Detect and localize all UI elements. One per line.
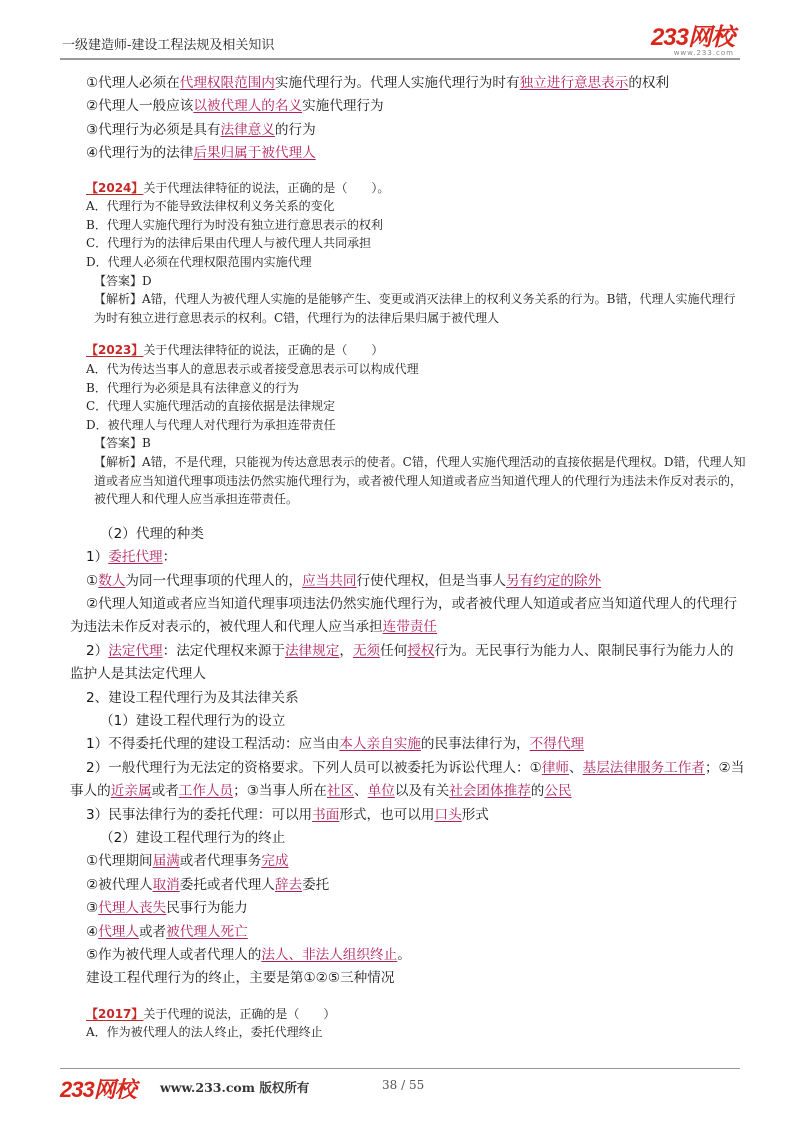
text-run: 2） <box>86 642 109 659</box>
key-term: 后果归属于被代理人 <box>193 145 316 162</box>
paragraph <box>86 710 746 733</box>
question-year: 【2024】 <box>86 180 144 195</box>
key-term: 社会团体推荐 <box>449 783 531 800</box>
key-term: 公民 <box>544 783 572 800</box>
paragraph <box>86 897 746 920</box>
text-run: ；②当事人的 <box>70 759 745 800</box>
text-run: （1）建设工程代理行为的设立 <box>100 712 286 729</box>
text-run: 形式，也可以用 <box>339 806 435 823</box>
question-stem: 【2023】关于代理法律特征的说法，正确的是（ ） <box>86 343 384 358</box>
intro-list <box>86 72 746 166</box>
answer: 【答案】B <box>94 436 151 451</box>
paragraph <box>70 593 746 640</box>
paragraph <box>86 967 746 990</box>
text-run: ， <box>339 642 353 659</box>
paragraph <box>86 874 746 897</box>
key-term: 法定代理 <box>108 642 163 659</box>
key-term: 法律意义 <box>220 121 275 138</box>
text-run: 实施代理行为。代理人实施代理行为时有 <box>274 75 520 91</box>
logo-wordmark: 233网校 <box>650 24 734 51</box>
text-run: 或者代理事务 <box>179 853 262 870</box>
text-run: 为同一代理事项的代理人的， <box>125 572 303 589</box>
key-term: 法人、非法人组织终止 <box>261 947 398 964</box>
key-term: 律师 <box>541 759 570 776</box>
text-run: 1） <box>86 549 109 566</box>
footer-divider <box>60 1068 740 1069</box>
paragraph <box>70 757 746 804</box>
footer-copyright: www.233.com 版权所有 <box>160 1080 310 1095</box>
question-2017 <box>86 1005 746 1042</box>
text-run: 委托或者代理人 <box>179 876 275 893</box>
paragraph <box>86 733 746 756</box>
paragraph <box>86 687 746 710</box>
option-c: C．代理人实施代理活动的直接依据是法律规定 <box>86 399 336 414</box>
paragraph <box>86 921 746 944</box>
body-section <box>70 523 746 991</box>
option-d: D．代理人必须在代理权限范围内实施代理 <box>86 255 312 269</box>
text-run: ① <box>86 572 99 589</box>
paragraph <box>86 142 746 165</box>
key-term: 以被代理人的名义 <box>193 98 303 115</box>
text-run: ⑤作为被代理人或者代理人的 <box>86 947 262 964</box>
text-run: ；③当事人所在 <box>233 783 327 800</box>
text-run: 的行为 <box>274 121 316 138</box>
text-run: ①代理人必须在 <box>86 75 180 91</box>
text-run: 或者 <box>151 783 179 800</box>
question-year: 【2017】 <box>86 1006 144 1021</box>
text-run: 2）一般代理行为无法定的资格要求。下列人员可以被委托为诉讼代理人：① <box>86 759 542 776</box>
text-run: 、 <box>569 759 583 776</box>
key-term: 基层法律服务工作者 <box>582 759 705 776</box>
text-run: ： <box>162 549 177 566</box>
key-term: 完成 <box>261 853 289 870</box>
text-run: 实施代理行为 <box>302 98 384 115</box>
key-term: 应当共同 <box>302 572 357 589</box>
key-term: 代理权限范围内 <box>179 75 275 91</box>
text-run: 。 <box>397 947 411 964</box>
key-term: 无须 <box>352 642 381 659</box>
paragraph <box>86 523 746 546</box>
question-stem: 【2024】关于代理法律特征的说法，正确的是（ ）。 <box>86 180 390 195</box>
text-run: ②被代理人 <box>86 876 153 893</box>
text-run: 形式 <box>461 806 489 823</box>
document-title: 一级建造师-建设工程法规及相关知识 <box>62 38 275 53</box>
brand-logo <box>651 26 734 57</box>
key-term: 委托代理 <box>108 549 163 566</box>
key-term: 代理人 <box>98 923 139 940</box>
key-term: 辞去 <box>274 876 303 893</box>
text-run: 以及有关 <box>394 783 450 800</box>
key-term: 独立进行意思表示 <box>519 75 629 91</box>
text-run: 委托 <box>302 876 330 893</box>
text-run: 民事行为能力 <box>166 900 248 917</box>
text-run: ④代理行为的法律 <box>86 145 194 162</box>
text-run: 或者 <box>138 923 167 940</box>
text-run: 建设工程代理行为的终止，主要是第①②⑤三种情况 <box>86 970 395 987</box>
paragraph <box>86 804 746 827</box>
logo-url: www.233.com <box>673 49 734 57</box>
text-run: （2）代理的种类 <box>100 525 204 542</box>
paragraph <box>86 72 746 95</box>
key-term: 届满 <box>152 853 180 870</box>
page-content <box>70 72 746 1042</box>
key-term: 代理人丧失 <box>98 900 167 917</box>
text-run: 行为。无民事行为能力人、限制民事行为能力人的监护人是其法定代理人 <box>70 642 734 683</box>
key-term: 社区 <box>326 783 355 800</box>
page-number: 38 / 55 <box>382 1078 425 1092</box>
option-d: D．被代理人与代理人对代理行为承担连带责任 <box>86 417 336 432</box>
answer: 【答案】D <box>94 273 152 288</box>
text-run: 2、建设工程代理行为及其法律关系 <box>86 689 299 706</box>
text-run: ①代理期间 <box>86 853 153 870</box>
text-run: 的权利 <box>628 75 670 91</box>
text-run: 3）民事法律行为的委托代理：可以用 <box>86 806 313 823</box>
text-run: 的 <box>530 783 545 800</box>
text-run: 行使代理权，但是当事人 <box>356 572 506 589</box>
key-term: 近亲属 <box>110 783 152 800</box>
option-a: A．作为被代理人的法人终止，委托代理终止 <box>86 1025 323 1040</box>
key-term: 连带责任 <box>382 619 438 636</box>
paragraph <box>86 546 746 569</box>
option-b: B．代理人实施代理行为时没有独立进行意思表示的权利 <box>86 217 383 232</box>
paragraph <box>86 95 746 118</box>
key-term: 书面 <box>312 806 340 823</box>
text-run: ②代理人一般应该 <box>86 98 194 115</box>
key-term: 授权 <box>407 642 435 659</box>
paragraph <box>86 827 746 850</box>
key-term: 本人亲自实施 <box>339 736 421 753</box>
text-run: ③ <box>86 900 99 917</box>
paragraph <box>70 640 746 687</box>
key-term: 工作人员 <box>178 783 234 800</box>
question-stem: 【2017】关于代理的说法，正确的是（ ） <box>86 1006 336 1021</box>
key-term: 单位 <box>367 783 395 800</box>
analysis: 【解析】A错，代理人为被代理人实施的是能够产生、变更或消灭法律上的权利义务关系的行为。B错，代理人实施代理行为时有独立进行意思表示的权利。C错，代理行为的法律后果归属于被代理人 <box>94 292 736 325</box>
key-term: 取消 <box>152 876 180 893</box>
text-run: ②代理人知道或者应当知道代理事项违法仍然实施代理行为，或者被代理人知道或者应当知道代理人的代理行为违法未作反对表示的，被代理人和代理人应当承担 <box>70 595 738 636</box>
question-year: 【2023】 <box>86 343 144 358</box>
text-run: （2）建设工程代理行为的终止 <box>100 830 286 846</box>
text-run: 任何 <box>380 642 408 659</box>
header-divider <box>60 58 740 60</box>
text-run: 1）不得委托代理的建设工程活动：应当由 <box>86 736 340 753</box>
question-2024 <box>86 179 746 328</box>
key-term: 另有约定的除外 <box>506 572 602 589</box>
paragraph <box>86 944 746 967</box>
paragraph <box>86 850 746 873</box>
text-run: ③代理行为必须是具有 <box>86 121 221 138</box>
option-b: B．代理行为必须是具有法律意义的行为 <box>86 380 299 395</box>
key-term: 数人 <box>98 572 126 589</box>
footer-logo: 233网校 <box>60 1077 136 1102</box>
question-2023 <box>86 341 746 508</box>
paragraph <box>86 119 746 142</box>
text-run: 的民事法律行为， <box>420 736 530 753</box>
option-a: A．代理行为不能导致法律权利义务关系的变化 <box>86 199 335 214</box>
analysis: 【解析】A错，不是代理，只能视为传达意思表示的使者。C错，代理人实施代理活动的直接依据是代理权。D错，代理人知道或者应当知道代理事项违法仍然实施代理行为，或者被代理人知道或者应当知道代理人的代理行为违法未作反对表示的，被代理人和代理人应当承担连带责任。 <box>94 454 746 507</box>
text-run: ④ <box>86 923 99 940</box>
text-run: ：法定代理权来源于 <box>162 642 285 659</box>
key-term: 被代理人死亡 <box>166 923 248 940</box>
key-term: 口头 <box>434 806 462 823</box>
key-term: 法律规定 <box>284 642 340 659</box>
option-c: C．代理行为的法律后果由代理人与被代理人共同承担 <box>86 236 372 251</box>
page-header <box>60 26 740 56</box>
paragraph <box>86 570 746 593</box>
text-run: 、 <box>354 783 368 800</box>
key-term: 不得代理 <box>529 736 585 753</box>
option-a: A．代为传达当事人的意思表示或者接受意思表示可以构成代理 <box>86 361 419 376</box>
